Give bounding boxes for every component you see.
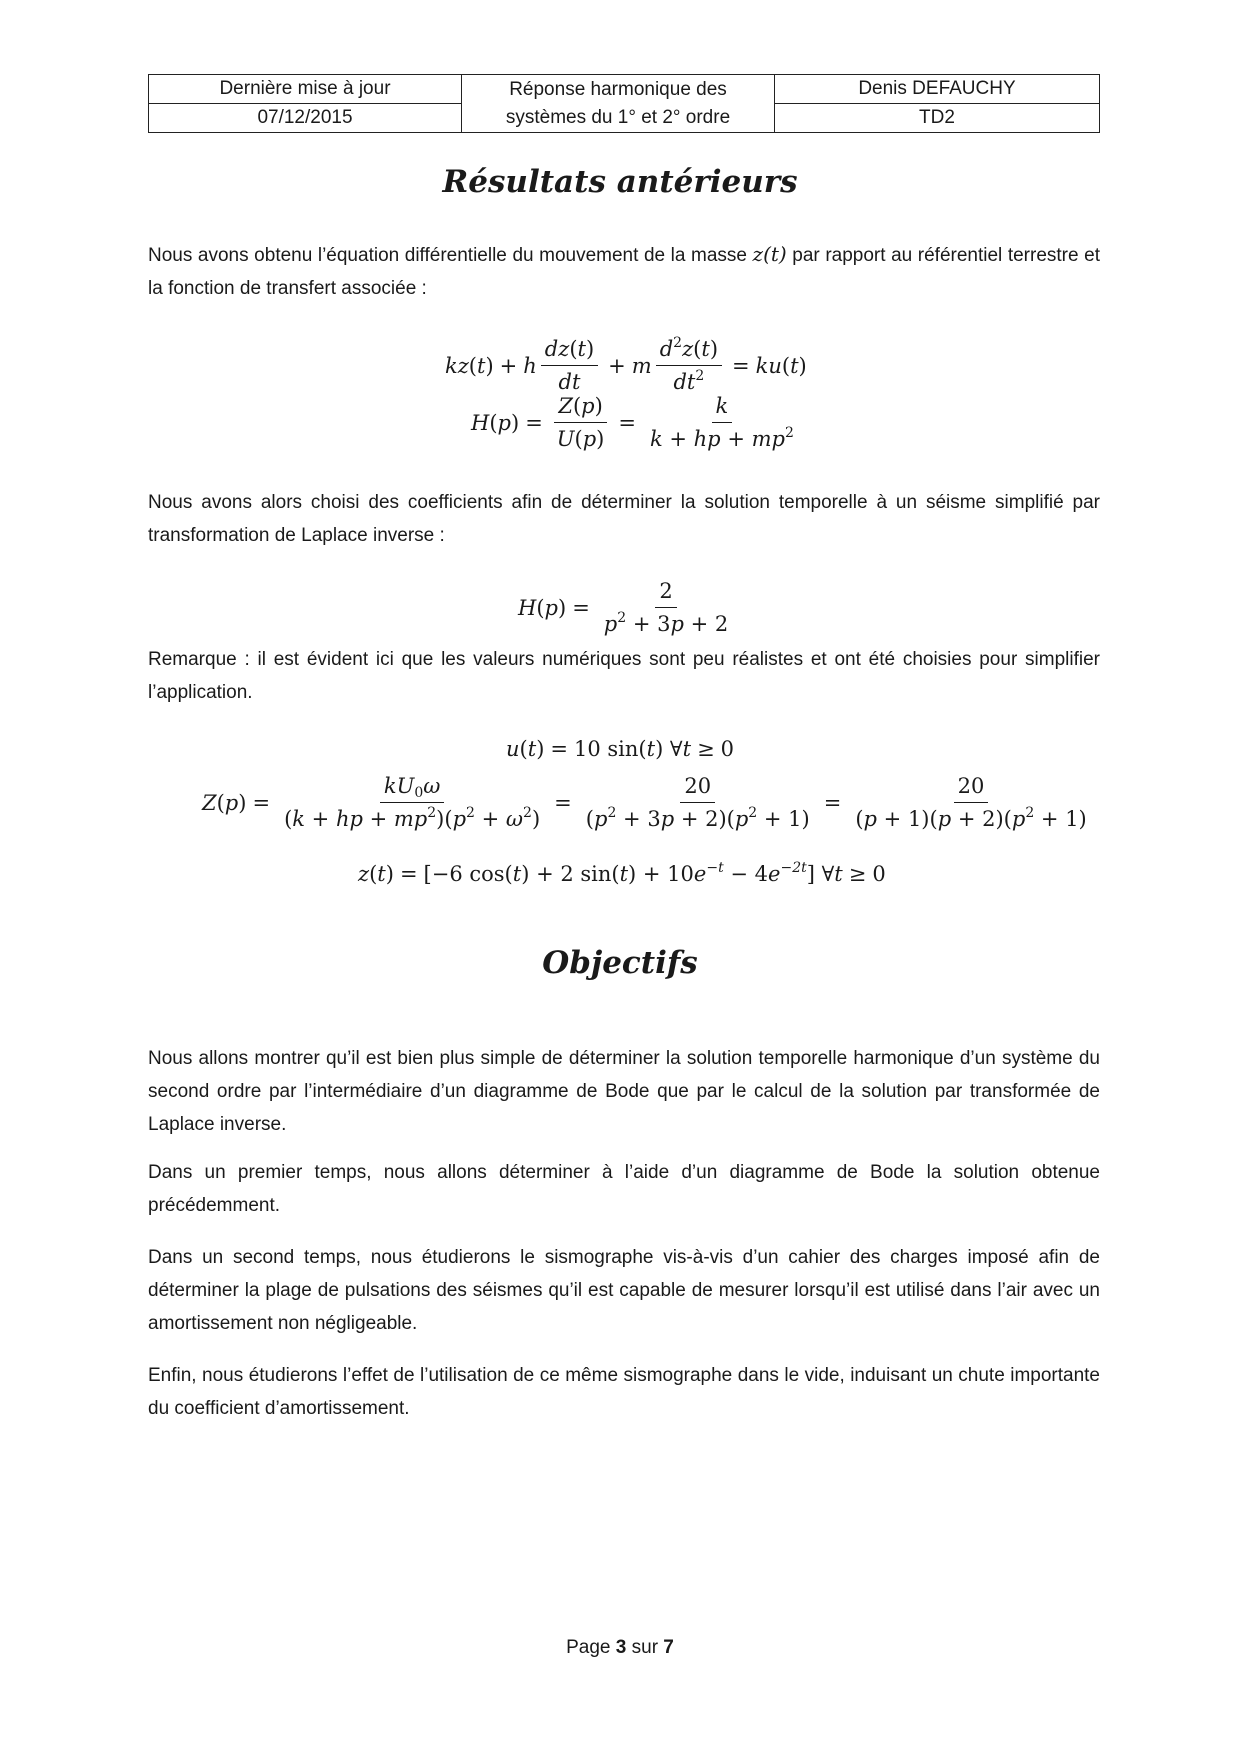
section-title-objectives: Objectifs bbox=[542, 945, 698, 981]
paragraph-differential-equation bbox=[148, 238, 1100, 305]
paragraph-objective-first: Dans un premier temps, nous allons déterminer à l’aide d’un diagramme de Bode la solution obtenue précédemment. bbox=[148, 1162, 1100, 1216]
paragraph-text: Nous avons obtenu l’équation différentielle du mouvement de la masse bbox=[148, 245, 753, 266]
equation-numeric-transfer-function: H(p) = $\frac{2}{p^2 + 3p + 2}$ bbox=[518, 579, 729, 636]
author-name: Denis DEFAUCHY bbox=[775, 75, 1100, 104]
equation-transfer-function: H(p) = $\frac{Z(p)}{U(p)}$ = $\frac{k}{k + hp + mp^2}$ bbox=[471, 394, 794, 451]
equation-output-laplace: Z(p) = $\frac{kU_0\omega}{(k + hp + mp^2)(p^2 + \omega^2)}$ = $\frac{20}{(p^2 + 3p + 2)(p^2 + 1)}$ = $\frac{20}{(p + 1)(p + 2)(p^2 + 1)}$ bbox=[202, 774, 1087, 831]
math-z-of-t: z(t) bbox=[752, 242, 787, 266]
last-update-date: 07/12/2015 bbox=[149, 104, 462, 133]
page-prefix: Page bbox=[566, 1637, 616, 1658]
paragraph-objective-third: Enfin, nous étudierons l’effet de l’utilisation de ce même sismographe dans le vide, induisant un chute importante du coefficient d’amortissement. bbox=[148, 1365, 1100, 1419]
document-subject bbox=[462, 75, 775, 133]
section-title-results: Résultats antérieurs bbox=[442, 164, 798, 200]
equation-time-solution: z(t) = [−6 cos( t ) + 2 sin( t ) + 10 $e^{-t}$ − 4 $e^{-2t}$ ] ∀ t ≥ 0 bbox=[358, 860, 886, 886]
page-middle: sur bbox=[626, 1637, 664, 1658]
subject-line-2: systèmes du 1° et 2° ordre bbox=[505, 106, 731, 128]
equation-differential: kz(t) + h $\frac{dz(t)}{dt}$ + m $\frac{d^2z(t)}{dt^2}$ = ku(t) bbox=[445, 335, 807, 394]
paragraph-objective-second: Dans un second temps, nous étudierons le sismographe vis-à-vis d’un cahier des charges imposé afin de déterminer la plage de pulsations des séismes qu’il est capable de mesurer lorsqu’il est utilisé dans l’air avec un amortissement non négligeable. bbox=[148, 1247, 1100, 1334]
paragraph-chosen-coefficients: Nous avons alors choisi des coefficients afin de déterminer la solution temporelle à un séisme simplifié par transformation de Laplace inverse : bbox=[148, 492, 1100, 546]
document-code: TD2 bbox=[775, 104, 1100, 133]
paragraph-remark: Remarque : il est évident ici que les valeurs numériques sont peu réalistes et ont été choisies pour simplifier l’application. bbox=[148, 649, 1100, 703]
last-update-label: Dernière mise à jour bbox=[149, 75, 462, 104]
page-current: 3 bbox=[615, 1637, 627, 1658]
paragraph-text: par rapport au référentiel terrestre et la fonction de transfert associée : bbox=[148, 245, 1100, 299]
equation-input-signal: u(t) = 10 sin( t ) ∀ t ≥ 0 bbox=[506, 737, 735, 761]
subject-line-1: Réponse harmonique des bbox=[509, 78, 727, 100]
page-total: 7 bbox=[663, 1637, 674, 1658]
page-number bbox=[0, 1637, 1240, 1659]
paragraph-objective-intro: Nous allons montrer qu’il est bien plus simple de déterminer la solution temporelle harmonique d’un système du second ordre par l’intermédiaire d’un diagramme de Bode que par le calcul de la solution par transformée de Laplace inverse. bbox=[148, 1048, 1100, 1135]
document-header-table bbox=[148, 74, 1100, 133]
